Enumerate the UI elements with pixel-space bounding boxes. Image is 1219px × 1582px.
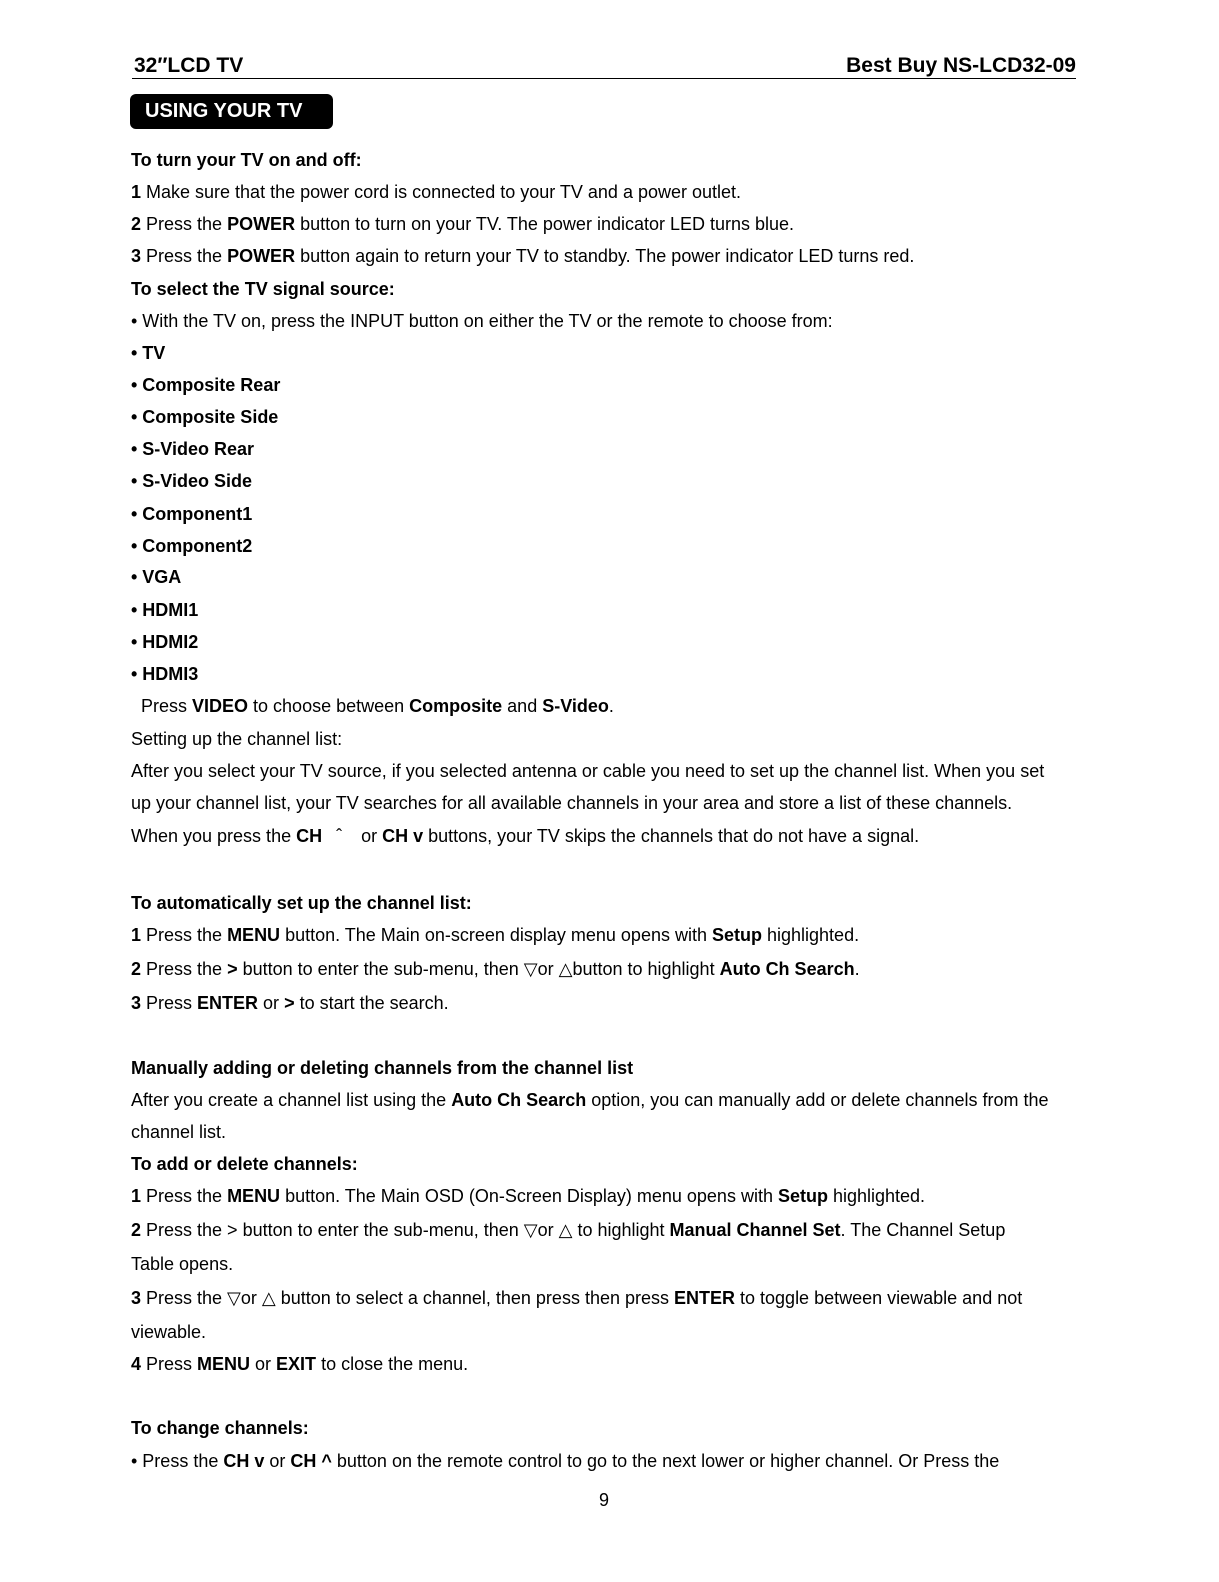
list-item: • TV (131, 343, 166, 363)
body-line: After you select your TV source, if you selected antenna or cable you need to set up the channel list. When you set (131, 761, 1045, 781)
body-line: Press VIDEO to choose between Composite and S-Video. (141, 696, 614, 716)
body-line: up your channel list, your TV searches for all available channels in your area and store a list of these channels. (131, 793, 1013, 813)
section-badge: USING YOUR TV (130, 94, 333, 129)
body-line: Setting up the channel list: (131, 729, 343, 749)
step-line: 1 Press the MENU button. The Main on-screen display menu opens with Setup highlighted. (131, 925, 860, 945)
list-item: • S-Video Side (131, 471, 252, 491)
step-line: 2 Press the > button to enter the sub-menu, then ▽or △ to highlight Manual Channel Set. The Channel Setup (131, 1220, 1006, 1240)
step-line: 2 Press the POWER button to turn on your TV. The power indicator LED turns blue. (131, 214, 795, 234)
section-heading: Manually adding or deleting channels from the channel list (131, 1058, 634, 1078)
list-item: • VGA (131, 567, 182, 587)
section-heading: To change channels: (131, 1418, 309, 1438)
body-line: • Press the CH v or CH ^ button on the remote control to go to the next lower or higher channel. Or Press the (131, 1451, 1000, 1471)
list-item: • HDMI2 (131, 632, 199, 652)
list-item: • Composite Side (131, 407, 279, 427)
section-heading: To select the TV signal source: (131, 279, 395, 299)
step-line: 2 Press the > button to enter the sub-menu, then ▽or △button to highlight Auto Ch Search. (131, 959, 860, 979)
step-line: 1 Make sure that the power cord is connected to your TV and a power outlet. (131, 182, 742, 202)
header-model: Best Buy NS-LCD32-09 (846, 54, 1076, 77)
step-line: 3 Press ENTER or > to start the search. (131, 993, 449, 1013)
section-heading: To automatically set up the channel list: (131, 893, 472, 913)
step-line: 1 Press the MENU button. The Main OSD (On-Screen Display) menu opens with Setup highlighted. (131, 1186, 926, 1206)
header-product: 32″LCD TV (134, 54, 244, 77)
section-heading: To turn your TV on and off: (131, 150, 362, 170)
list-item: • Component1 (131, 504, 253, 524)
body-line: viewable. (131, 1322, 207, 1342)
list-item: • HDMI3 (131, 664, 199, 684)
body-line: channel list. (131, 1122, 227, 1142)
list-item: • Composite Rear (131, 375, 281, 395)
step-line: 3 Press the ▽or △ button to select a channel, then press then press ENTER to toggle between viewable and not (131, 1288, 1023, 1308)
body-line: When you press the CH ˆ or CH v buttons, your TV skips the channels that do not have a signal. (131, 826, 920, 846)
body-line: • With the TV on, press the INPUT button on either the TV or the remote to choose from: (131, 311, 833, 331)
step-line: 3 Press the POWER button again to return your TV to standby. The power indicator LED turns red. (131, 246, 915, 266)
page-number: 9 (598, 1490, 609, 1510)
body-line: After you create a channel list using the Auto Ch Search option, you can manually add or delete channels from the (131, 1090, 1049, 1110)
page-header (132, 54, 1076, 79)
list-item: • Component2 (131, 536, 253, 556)
step-line: 4 Press MENU or EXIT to close the menu. (131, 1354, 469, 1374)
section-heading: To add or delete channels: (131, 1154, 358, 1174)
body-line: Table opens. (131, 1254, 234, 1274)
list-item: • HDMI1 (131, 600, 199, 620)
list-item: • S-Video Rear (131, 439, 255, 459)
